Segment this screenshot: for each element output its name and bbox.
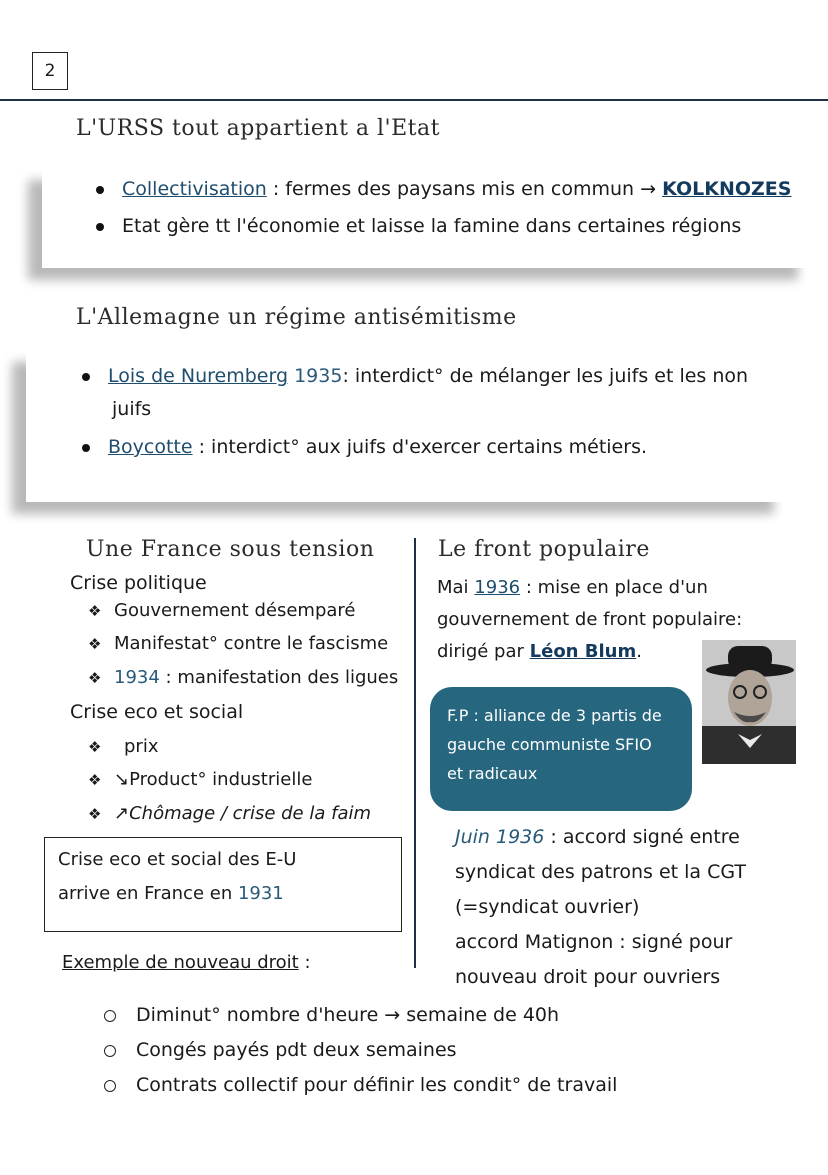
circle-bullet-icon [104, 1010, 116, 1022]
diamond-bullet-icon: ❖ [88, 635, 102, 653]
portrait-image [702, 640, 796, 764]
juin-line-2: syndicat des patrons et la CGT [455, 861, 747, 883]
arrow-up-icon: ↗ [114, 803, 130, 824]
allemagne-bullet-1-cont: juifs [112, 398, 152, 420]
arrow-down-icon: ↘ [114, 769, 130, 790]
bullet-icon [82, 444, 90, 452]
juin-line-3: (=syndicat ouvrier) [455, 896, 640, 918]
bullet-icon [82, 373, 90, 381]
politique-item-3: ❖ 1934 : manifestation des ligues [88, 667, 399, 688]
fp-line-3: et radicaux [447, 764, 538, 783]
crise-politique-label: Crise politique [70, 572, 207, 594]
politique-item-2: ❖ Manifestat° contre le fascisme [88, 633, 389, 654]
droit-item: Contrats collectif pour définir les condit° de travail [104, 1074, 617, 1096]
diamond-bullet-icon: ❖ [88, 805, 102, 823]
header-divider [0, 99, 828, 101]
column-divider [414, 538, 416, 968]
droit-item: Congés payés pdt deux semaines [104, 1039, 457, 1061]
exemple-label: Exemple de nouveau droit : [62, 952, 311, 973]
allemagne-bullet-2: Boycotte : interdict° aux juifs d'exercer certains métiers. [82, 436, 647, 458]
allemagne-title: L'Allemagne un régime antisémitisme [76, 305, 517, 330]
juin-line-5: nouveau droit pour ouvriers [455, 966, 721, 988]
diamond-bullet-icon: ❖ [88, 602, 102, 620]
crise-box-line-2: arrive en France en 1931 [58, 883, 284, 904]
droit-item: Diminut° nombre d'heure → semaine de 40h [104, 1004, 559, 1026]
circle-bullet-icon [104, 1080, 116, 1092]
eco-item-2: ❖ ↘Product° industrielle [88, 769, 313, 790]
page-number: 2 [32, 52, 68, 90]
front-line-2: gouvernement de front populaire: [437, 609, 743, 630]
diamond-bullet-icon: ❖ [88, 738, 102, 756]
eco-item-3: ❖ ↗Chômage / crise de la faim [88, 803, 372, 824]
urss-title: L'URSS tout appartient a l'Etat [76, 116, 440, 141]
circle-bullet-icon [104, 1045, 116, 1057]
front-line-3: dirigé par Léon Blum. [437, 641, 642, 662]
front-line-1: Mai 1936 : mise en place d'un [437, 577, 708, 598]
fp-line-1: F.P : alliance de 3 partis de [447, 706, 662, 725]
fp-line-2: gauche communiste SFIO [447, 735, 652, 754]
bullet-icon [96, 186, 104, 194]
leon-blum-portrait [702, 640, 796, 764]
crise-eco-label: Crise eco et social [70, 701, 244, 723]
urss-bullet-1: Collectivisation : fermes des paysans mis en commun → KOLKNOZES [96, 178, 791, 200]
diamond-bullet-icon: ❖ [88, 669, 102, 687]
allemagne-bullet-1: Lois de Nuremberg 1935: interdict° de mélanger les juifs et les non [82, 365, 748, 387]
urss-bullet-2: Etat gère tt l'économie et laisse la famine dans certaines régions [96, 215, 741, 237]
bullet-icon [96, 223, 104, 231]
crise-box-line-1: Crise eco et social des E-U [58, 849, 297, 870]
juin-line-1: Juin 1936 : accord signé entre [455, 826, 740, 848]
juin-line-4: accord Matignon : signé pour [455, 931, 733, 953]
france-title: Une France sous tension [86, 537, 375, 562]
front-title: Le front populaire [438, 537, 650, 562]
eco-item-1: ❖ prix [88, 736, 159, 757]
politique-item-1: ❖ Gouvernement désemparé [88, 600, 356, 621]
diamond-bullet-icon: ❖ [88, 771, 102, 789]
